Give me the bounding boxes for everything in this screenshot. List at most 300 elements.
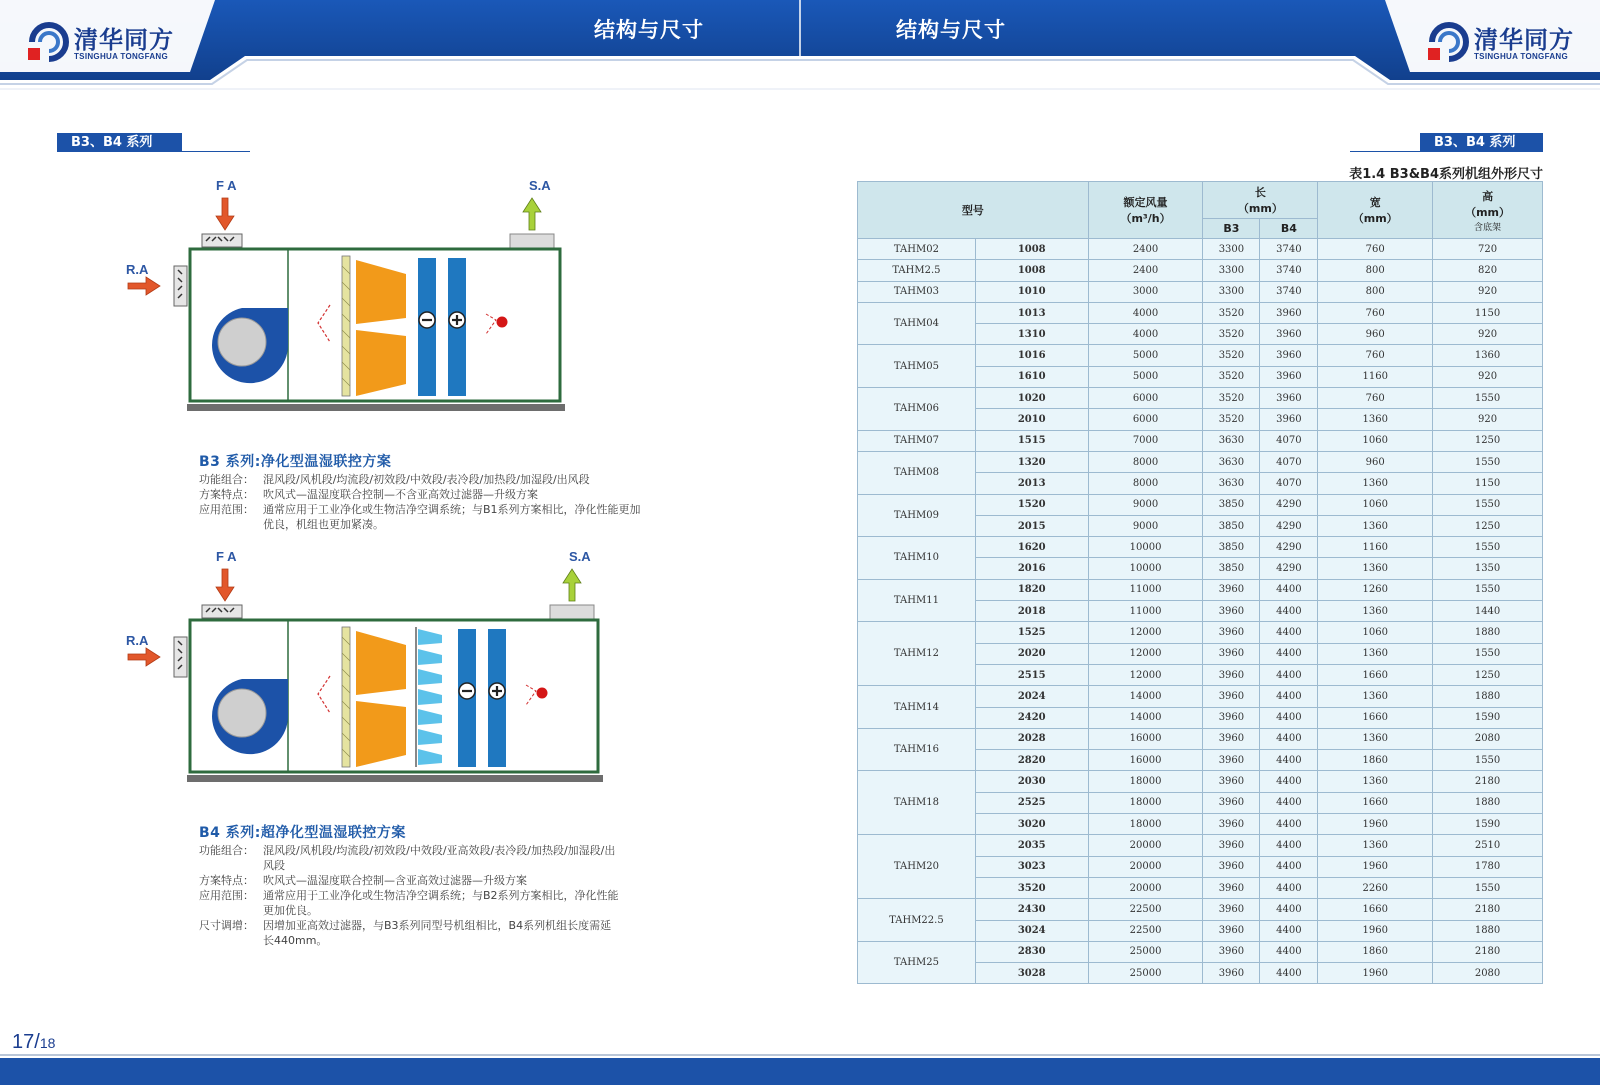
page-number-current: 17: [12, 1031, 35, 1053]
width-cell: 1660: [1318, 707, 1433, 728]
code-cell: 2016: [975, 558, 1088, 579]
model-cell: TAHM05: [858, 345, 976, 388]
sa-arrow-icon: [563, 569, 581, 601]
code-cell: 1010: [975, 281, 1088, 302]
model-cell: TAHM08: [858, 451, 976, 494]
width-cell: 1360: [1318, 601, 1433, 622]
table-row: [858, 260, 1543, 281]
height-cell: 820: [1433, 260, 1543, 281]
model-cell: TAHM10: [858, 537, 976, 580]
length-b3-cell: 3520: [1203, 409, 1260, 430]
code-cell: 1525: [975, 622, 1088, 643]
length-b3-cell: 3520: [1203, 366, 1260, 387]
length-b3-cell: 3300: [1203, 260, 1260, 281]
height-cell: 1550: [1433, 451, 1543, 472]
header-height: 高 （mm） 含底架: [1433, 182, 1543, 239]
length-b4-cell: 4290: [1260, 558, 1318, 579]
height-cell: 2080: [1433, 728, 1543, 749]
length-b3-cell: 3960: [1203, 622, 1260, 643]
model-cell: TAHM02: [858, 239, 976, 260]
length-b3-cell: 3850: [1203, 494, 1260, 515]
height-cell: 2510: [1433, 835, 1543, 856]
length-b4-cell: 4400: [1260, 835, 1318, 856]
length-b3-cell: 3960: [1203, 792, 1260, 813]
length-b3-cell: 3850: [1203, 558, 1260, 579]
length-b4-cell: 3960: [1260, 409, 1318, 430]
header-title-left: 结构与尺寸: [594, 17, 704, 42]
length-b3-cell: 3630: [1203, 430, 1260, 451]
code-cell: 2018: [975, 601, 1088, 622]
height-cell: 1550: [1433, 537, 1543, 558]
table-row: [858, 941, 1543, 962]
width-cell: 800: [1318, 281, 1433, 302]
model-cell: TAHM22.5: [858, 899, 976, 942]
length-b4-cell: 4070: [1260, 473, 1318, 494]
airflow-cell: 3000: [1088, 281, 1203, 302]
airflow-cell: 6000: [1088, 409, 1203, 430]
airflow-cell: 9000: [1088, 515, 1203, 536]
table-row: [858, 579, 1543, 600]
table-row: [858, 345, 1543, 366]
length-b4-cell: 3740: [1260, 239, 1318, 260]
code-cell: 1515: [975, 430, 1088, 451]
b4-unit-diagram: [120, 549, 620, 799]
length-b3-cell: 3630: [1203, 473, 1260, 494]
height-cell: 1150: [1433, 302, 1543, 323]
table-row: [858, 239, 1543, 260]
initial-filter: [342, 627, 350, 767]
header-title-right: 结构与尺寸: [896, 17, 1006, 42]
model-cell: TAHM06: [858, 388, 976, 431]
length-b4-cell: 3960: [1260, 345, 1318, 366]
code-cell: 2525: [975, 792, 1088, 813]
logo-name-en: TSINGHUA TONGFANG: [1474, 52, 1568, 61]
code-cell: 3023: [975, 856, 1088, 877]
airflow-cell: 4000: [1088, 302, 1203, 323]
table-row: [858, 899, 1543, 920]
section-tag-left: B3、B4 系列: [57, 133, 182, 152]
width-cell: 1060: [1318, 622, 1433, 643]
fa-arrow-icon: [216, 569, 234, 601]
airflow-cell: 8000: [1088, 451, 1203, 472]
length-b3-cell: 3960: [1203, 814, 1260, 835]
model-cell: TAHM18: [858, 771, 976, 835]
model-cell: TAHM14: [858, 686, 976, 729]
length-b4-cell: 4400: [1260, 707, 1318, 728]
model-cell: TAHM09: [858, 494, 976, 537]
airflow-cell: 2400: [1088, 239, 1203, 260]
height-cell: 1550: [1433, 579, 1543, 600]
length-b3-cell: 3960: [1203, 771, 1260, 792]
width-cell: 1360: [1318, 409, 1433, 430]
height-cell: 1250: [1433, 664, 1543, 685]
b3-row-function: 功能组合： 混风段/风机段/均流段/初效段/中效段/表冷段/加热段/加湿段/出风段: [199, 473, 590, 486]
ra-label: R.A: [126, 262, 149, 277]
height-cell: 1250: [1433, 430, 1543, 451]
airflow-cell: 6000: [1088, 388, 1203, 409]
width-cell: 1160: [1318, 366, 1433, 387]
sa-outlet: [550, 605, 594, 619]
sa-label: S.A: [529, 178, 551, 193]
airflow-cell: 20000: [1088, 835, 1203, 856]
length-b4-cell: 4400: [1260, 622, 1318, 643]
height-cell: 920: [1433, 366, 1543, 387]
height-cell: 2080: [1433, 963, 1543, 984]
airflow-cell: 25000: [1088, 941, 1203, 962]
code-cell: 2420: [975, 707, 1088, 728]
code-cell: 2035: [975, 835, 1088, 856]
width-cell: 1160: [1318, 537, 1433, 558]
length-b3-cell: 3960: [1203, 877, 1260, 898]
length-b4-cell: 4400: [1260, 601, 1318, 622]
code-cell: 1520: [975, 494, 1088, 515]
length-b4-cell: 3960: [1260, 324, 1318, 345]
width-cell: 1360: [1318, 643, 1433, 664]
length-b3-cell: 3960: [1203, 728, 1260, 749]
airflow-cell: 20000: [1088, 877, 1203, 898]
airflow-cell: 14000: [1088, 707, 1203, 728]
length-b3-cell: 3960: [1203, 835, 1260, 856]
height-cell: 2180: [1433, 771, 1543, 792]
airflow-cell: 7000: [1088, 430, 1203, 451]
humidifier-icon: [537, 688, 548, 699]
height-cell: 1880: [1433, 686, 1543, 707]
footer-band: [0, 1058, 1600, 1085]
length-b4-cell: 4400: [1260, 771, 1318, 792]
airflow-cell: 16000: [1088, 750, 1203, 771]
airflow-cell: 12000: [1088, 622, 1203, 643]
code-cell: 1016: [975, 345, 1088, 366]
length-b3-cell: 3300: [1203, 281, 1260, 302]
b4-scheme-title: B4 系列:超净化型温湿联控方案: [199, 825, 406, 841]
b3-unit-diagram: [120, 178, 590, 428]
header-length-b4: B4: [1260, 219, 1318, 239]
logo-right: [1426, 18, 1586, 68]
width-cell: 1360: [1318, 728, 1433, 749]
humidifier-icon: [497, 317, 508, 328]
model-cell: TAHM03: [858, 281, 976, 302]
table-row: [858, 430, 1543, 451]
height-cell: 1880: [1433, 622, 1543, 643]
table-row: [858, 835, 1543, 856]
width-cell: 1860: [1318, 941, 1433, 962]
width-cell: 1660: [1318, 664, 1433, 685]
page-number: [12, 1031, 55, 1054]
height-cell: 720: [1433, 239, 1543, 260]
length-b3-cell: 3960: [1203, 941, 1260, 962]
width-cell: 1060: [1318, 430, 1433, 451]
width-cell: 760: [1318, 239, 1433, 260]
width-cell: 1360: [1318, 473, 1433, 494]
table-caption: 表1.4 B3&B4系列机组外形尺寸: [1349, 167, 1543, 182]
code-cell: 1610: [975, 366, 1088, 387]
length-b3-cell: 3960: [1203, 707, 1260, 728]
height-cell: 1440: [1433, 601, 1543, 622]
length-b4-cell: 3740: [1260, 281, 1318, 302]
height-cell: 1360: [1433, 345, 1543, 366]
model-cell: TAHM07: [858, 430, 976, 451]
code-cell: 1020: [975, 388, 1088, 409]
length-b4-cell: 4400: [1260, 643, 1318, 664]
header-length-b3: B3: [1203, 219, 1260, 239]
table-row: [858, 622, 1543, 643]
model-cell: TAHM25: [858, 941, 976, 984]
code-cell: 2830: [975, 941, 1088, 962]
height-cell: 1880: [1433, 792, 1543, 813]
code-cell: 2030: [975, 771, 1088, 792]
model-cell: TAHM12: [858, 622, 976, 686]
table-row: [858, 686, 1543, 707]
code-cell: 3520: [975, 877, 1088, 898]
length-b3-cell: 3960: [1203, 750, 1260, 771]
height-cell: 1780: [1433, 856, 1543, 877]
airflow-cell: 5000: [1088, 345, 1203, 366]
airflow-cell: 22500: [1088, 920, 1203, 941]
height-cell: 1590: [1433, 707, 1543, 728]
width-cell: 1360: [1318, 835, 1433, 856]
height-cell: 1550: [1433, 643, 1543, 664]
airflow-cell: 25000: [1088, 963, 1203, 984]
code-cell: 2515: [975, 664, 1088, 685]
code-cell: 1320: [975, 451, 1088, 472]
width-cell: 1960: [1318, 856, 1433, 877]
logo-mark-icon: [26, 18, 72, 64]
header-model: 型号: [858, 182, 1089, 239]
length-b3-cell: 3850: [1203, 515, 1260, 536]
width-cell: 760: [1318, 302, 1433, 323]
length-b4-cell: 4400: [1260, 728, 1318, 749]
table-row: [858, 451, 1543, 472]
width-cell: 1360: [1318, 686, 1433, 707]
length-b3-cell: 3520: [1203, 324, 1260, 345]
length-b4-cell: 4400: [1260, 750, 1318, 771]
width-cell: 800: [1318, 260, 1433, 281]
airflow-cell: 22500: [1088, 899, 1203, 920]
airflow-cell: 5000: [1088, 366, 1203, 387]
airflow-cell: 18000: [1088, 771, 1203, 792]
length-b3-cell: 3520: [1203, 302, 1260, 323]
length-b4-cell: 4400: [1260, 686, 1318, 707]
sa-arrow-icon: [523, 198, 541, 230]
logo-name-en: TSINGHUA TONGFANG: [74, 52, 168, 61]
length-b4-cell: 4290: [1260, 494, 1318, 515]
header-band: [0, 0, 1600, 92]
fa-label: F A: [216, 178, 237, 193]
airflow-cell: 20000: [1088, 856, 1203, 877]
code-cell: 1013: [975, 302, 1088, 323]
footer-rule: [0, 1054, 1600, 1056]
logo-name-cn: 清华同方: [1474, 26, 1574, 54]
length-b4-cell: 4400: [1260, 664, 1318, 685]
width-cell: 1260: [1318, 579, 1433, 600]
model-cell: TAHM20: [858, 835, 976, 899]
code-cell: 2024: [975, 686, 1088, 707]
code-cell: 1008: [975, 260, 1088, 281]
code-cell: 2020: [975, 643, 1088, 664]
table-row: [858, 281, 1543, 302]
length-b4-cell: 3960: [1260, 366, 1318, 387]
height-cell: 1550: [1433, 388, 1543, 409]
airflow-cell: 2400: [1088, 260, 1203, 281]
airflow-cell: 9000: [1088, 494, 1203, 515]
code-cell: 1820: [975, 579, 1088, 600]
length-b3-cell: 3850: [1203, 537, 1260, 558]
logo-name-cn: 清华同方: [74, 26, 174, 54]
length-b4-cell: 3960: [1260, 302, 1318, 323]
code-cell: 1620: [975, 537, 1088, 558]
height-cell: 1550: [1433, 877, 1543, 898]
length-b3-cell: 3960: [1203, 856, 1260, 877]
code-cell: 2010: [975, 409, 1088, 430]
code-cell: 2430: [975, 899, 1088, 920]
b3-row-application: 应用范围： 通常应用于工业净化或生物洁净空调系统；与B1系列方案相比，净化性能更加优良，机组也更加紧凑。: [199, 503, 641, 531]
height-cell: 2180: [1433, 899, 1543, 920]
table-row: [858, 388, 1543, 409]
header-graphic: [0, 0, 1600, 92]
width-cell: 960: [1318, 451, 1433, 472]
height-cell: 1550: [1433, 750, 1543, 771]
airflow-cell: 12000: [1088, 643, 1203, 664]
width-cell: 1960: [1318, 920, 1433, 941]
length-b3-cell: 3960: [1203, 664, 1260, 685]
initial-filter: [342, 256, 350, 396]
width-cell: 1660: [1318, 792, 1433, 813]
width-cell: 1360: [1318, 771, 1433, 792]
width-cell: 1660: [1318, 899, 1433, 920]
airflow-cell: 18000: [1088, 814, 1203, 835]
table-body: [858, 239, 1543, 984]
length-b4-cell: 4400: [1260, 899, 1318, 920]
airflow-cell: 18000: [1088, 792, 1203, 813]
length-b4-cell: 4400: [1260, 941, 1318, 962]
height-cell: 920: [1433, 324, 1543, 345]
b4-description: [199, 843, 619, 948]
width-cell: 760: [1318, 388, 1433, 409]
height-cell: 1550: [1433, 494, 1543, 515]
code-cell: 3020: [975, 814, 1088, 835]
table-row: [858, 728, 1543, 749]
logo-left: [26, 18, 186, 68]
length-b3-cell: 3960: [1203, 899, 1260, 920]
b4-row-application: 应用范围： 通常应用于工业净化或生物洁净空调系统；与B2系列方案相比，净化性能更加优良。: [199, 889, 619, 917]
height-cell: 1250: [1433, 515, 1543, 536]
section-tag-right-rule: [1350, 151, 1543, 152]
b3-description: [199, 472, 649, 532]
length-b4-cell: 4400: [1260, 920, 1318, 941]
length-b3-cell: 3520: [1203, 345, 1260, 366]
length-b4-cell: 4400: [1260, 792, 1318, 813]
unit-base: [187, 775, 603, 782]
width-cell: 1060: [1318, 494, 1433, 515]
airflow-cell: 11000: [1088, 579, 1203, 600]
section-tag-right: B3、B4 系列: [1420, 133, 1543, 152]
length-b4-cell: 4290: [1260, 515, 1318, 536]
width-cell: 1360: [1318, 515, 1433, 536]
model-cell: TAHM11: [858, 579, 976, 622]
code-cell: 3024: [975, 920, 1088, 941]
width-cell: 1960: [1318, 963, 1433, 984]
length-b4-cell: 4400: [1260, 963, 1318, 984]
code-cell: 1310: [975, 324, 1088, 345]
width-cell: 1360: [1318, 558, 1433, 579]
code-cell: 2820: [975, 750, 1088, 771]
height-cell: 920: [1433, 409, 1543, 430]
length-b4-cell: 4400: [1260, 856, 1318, 877]
page-number-next: 18: [39, 1035, 56, 1051]
width-cell: 1860: [1318, 750, 1433, 771]
height-cell: 2180: [1433, 941, 1543, 962]
ra-arrow-icon: [128, 648, 160, 666]
height-cell: 1350: [1433, 558, 1543, 579]
airflow-cell: 10000: [1088, 537, 1203, 558]
height-cell: 1590: [1433, 814, 1543, 835]
header-airflow: 额定风量 （m³/h）: [1088, 182, 1203, 239]
model-cell: TAHM04: [858, 302, 976, 345]
ra-arrow-icon: [128, 277, 160, 295]
length-b4-cell: 3960: [1260, 388, 1318, 409]
width-cell: 2260: [1318, 877, 1433, 898]
airflow-cell: 10000: [1088, 558, 1203, 579]
model-cell: TAHM2.5: [858, 260, 976, 281]
code-cell: 3028: [975, 963, 1088, 984]
length-b4-cell: 4400: [1260, 579, 1318, 600]
airflow-cell: 11000: [1088, 601, 1203, 622]
code-cell: 1008: [975, 239, 1088, 260]
width-cell: 1960: [1318, 814, 1433, 835]
b3-scheme-title: B3 系列:净化型温湿联控方案: [199, 454, 392, 470]
length-b3-cell: 3960: [1203, 686, 1260, 707]
dimensions-table: [857, 181, 1543, 984]
model-cell: TAHM16: [858, 728, 976, 771]
b4-row-function: 功能组合： 混风段/风机段/均流段/初效段/中效段/亚高效段/表冷段/加热段/加湿段/出风段: [199, 844, 616, 872]
unit-base: [187, 404, 565, 411]
sa-outlet: [510, 234, 554, 248]
length-b3-cell: 3960: [1203, 579, 1260, 600]
page-number-separator: /: [34, 1031, 40, 1053]
length-b3-cell: 3630: [1203, 451, 1260, 472]
length-b3-cell: 3960: [1203, 920, 1260, 941]
section-tag-left-rule: [57, 151, 250, 152]
width-cell: 960: [1318, 324, 1433, 345]
length-b4-cell: 4070: [1260, 430, 1318, 451]
height-cell: 1880: [1433, 920, 1543, 941]
length-b3-cell: 3300: [1203, 239, 1260, 260]
code-cell: 2013: [975, 473, 1088, 494]
ra-label: R.A: [126, 633, 149, 648]
airflow-cell: 14000: [1088, 686, 1203, 707]
airflow-cell: 8000: [1088, 473, 1203, 494]
header-width: 宽 （mm）: [1318, 182, 1433, 239]
height-cell: 1150: [1433, 473, 1543, 494]
height-cell: 920: [1433, 281, 1543, 302]
airflow-cell: 4000: [1088, 324, 1203, 345]
logo-mark-icon: [1426, 18, 1472, 64]
length-b4-cell: 4070: [1260, 451, 1318, 472]
length-b4-cell: 4400: [1260, 814, 1318, 835]
fa-label: F A: [216, 549, 237, 564]
airflow-cell: 16000: [1088, 728, 1203, 749]
table-row: [858, 302, 1543, 323]
b4-row-size-increase: 尺寸调增： 因增加亚高效过滤器，与B3系列同型号机组相比，B4系列机组长度需延长440mm。: [199, 919, 612, 947]
length-b3-cell: 3960: [1203, 643, 1260, 664]
code-cell: 2028: [975, 728, 1088, 749]
length-b3-cell: 3520: [1203, 388, 1260, 409]
code-cell: 2015: [975, 515, 1088, 536]
b4-row-feature: 方案特点： 吹风式—温湿度联合控制—含亚高效过滤器—升级方案: [199, 874, 527, 887]
table-row: [858, 771, 1543, 792]
length-b4-cell: 4290: [1260, 537, 1318, 558]
length-b3-cell: 3960: [1203, 601, 1260, 622]
